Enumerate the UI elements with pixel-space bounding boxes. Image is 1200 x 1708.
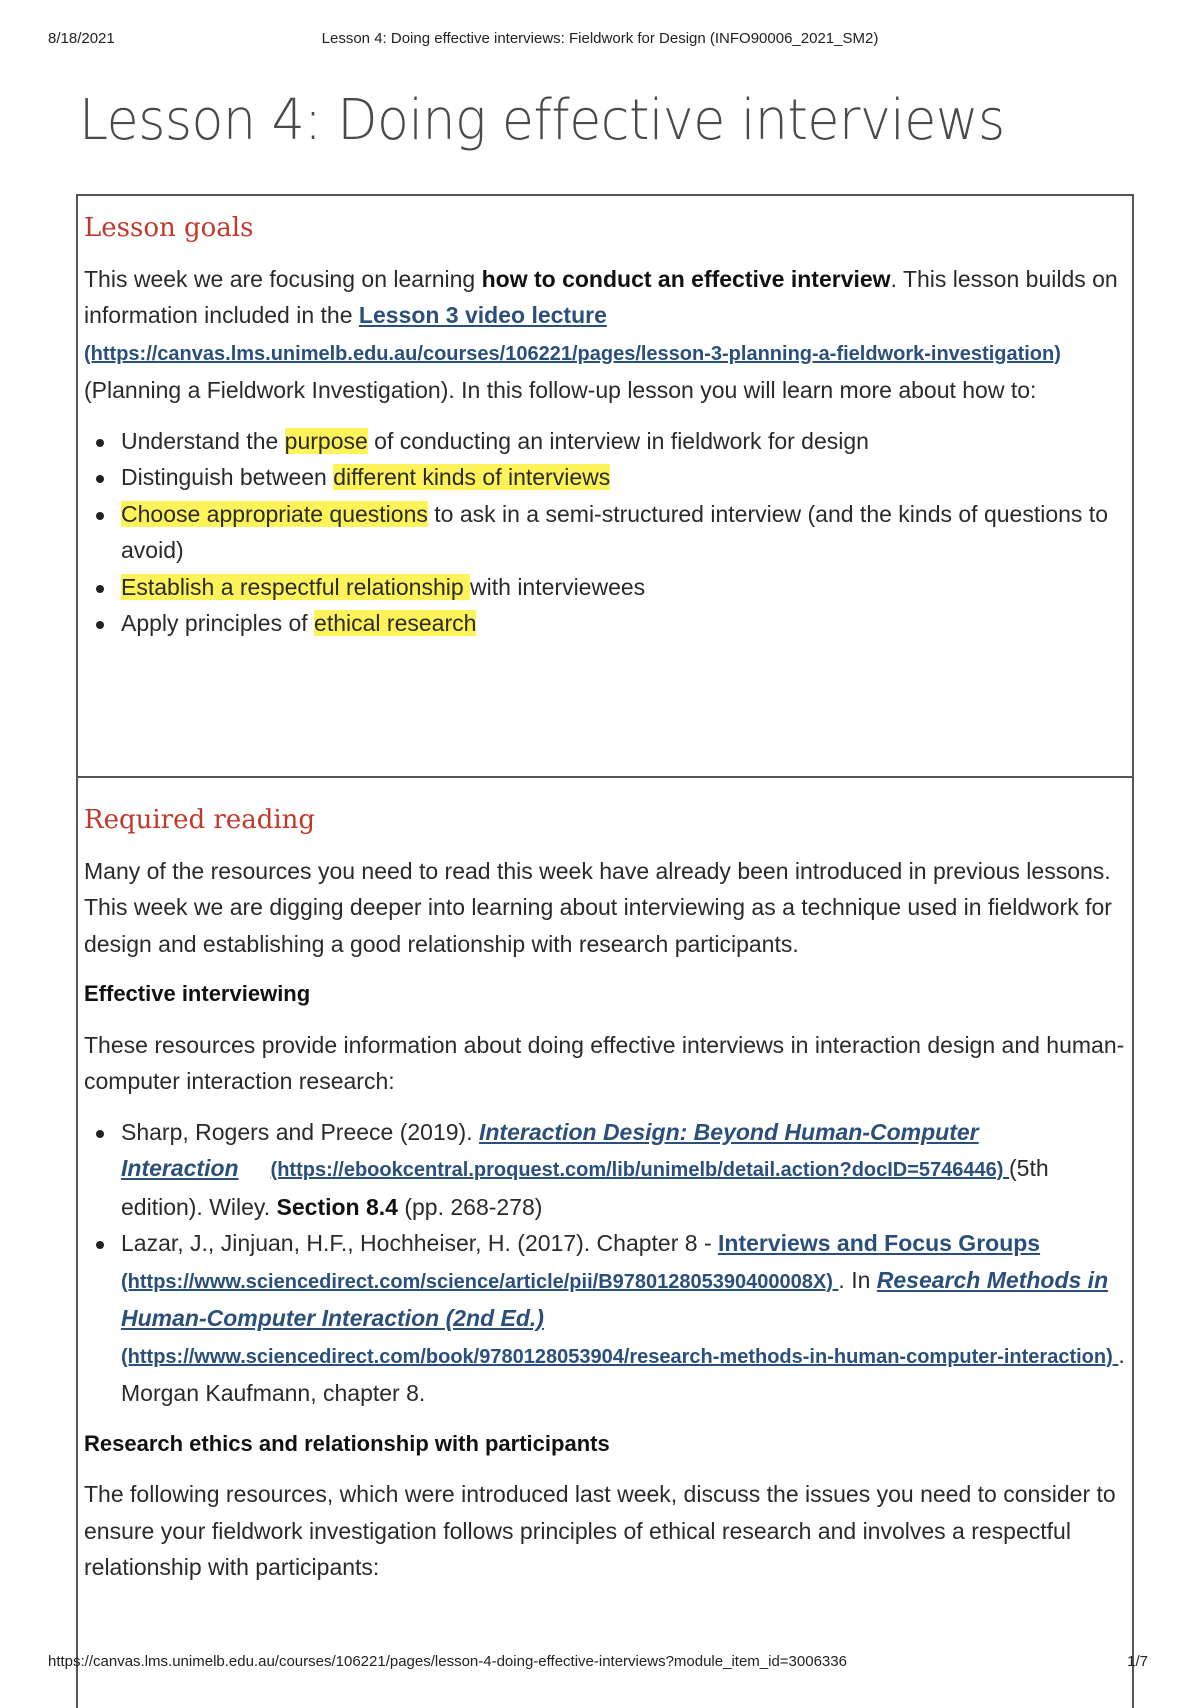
goal-item: Establish a respectful relationship with interviewees [84, 569, 1128, 606]
goal-item: Distinguish between different kinds of interviews [84, 459, 1128, 496]
effective-interviewing-text: These resources provide information about doing effective interviews in interaction design and human-computer interaction research: [84, 1031, 1125, 1094]
goals-text-a: This week we are focusing on learning [84, 265, 482, 292]
print-title: Lesson 4: Doing effective interviews: Fieldwork for Design (INFO90006_2021_SM2) [321, 30, 879, 47]
goal-item: Understand the purpose of conducting an interview in fieldwork for design [84, 423, 1128, 460]
required-reading-heading: Required reading [84, 805, 316, 835]
print-url: https://canvas.lms.unimelb.edu.au/courses/106221/pages/lesson-4-doing-effective-interviews?module_item_id=3006336 [48, 1653, 847, 1670]
goal-highlight: ethical research [314, 610, 477, 636]
research-methods-book-link[interactable]: Research Methods in Human-Computer Interaction (2nd Ed.) [121, 1266, 1109, 1331]
goals-list [84, 423, 1128, 642]
ethics-text: The following resources, which were introduced last week, discuss the issues you need to consider to ensure your fieldwork investigation follows principles of ethical research and involves a respectful relationship with participants: [84, 1481, 1116, 1580]
reference-item: Sharp, Rogers and Preece (2019). Interaction Design: Beyond Human-Computer Interaction (https://ebookcentral.proquest.com/lib/unimelb/detail.action?docID=5746446) (5th edition). Wiley. Section 8.4 (pp. 268-278) [84, 1114, 1128, 1226]
page-title: Lesson 4: Doing effective interviews [79, 88, 1005, 153]
goal-highlight: Establish a respectful relationship [121, 573, 471, 600]
lesson-goals-panel [76, 194, 1134, 778]
reference-list [84, 1114, 1128, 1412]
interaction-design-book-link[interactable]: Interaction Design: Beyond Human-Computer Interaction [121, 1118, 979, 1181]
required-reading-panel [76, 776, 1134, 1708]
goals-paragraph [84, 261, 1128, 409]
lesson-3-video-link[interactable]: Lesson 3 video lecture [358, 302, 607, 328]
reading-intro: Many of the resources you need to read this week have already been introduced in previous lessons. This week we are digging deeper into learning about interviewing as a technique used in fieldwork for design and establishing a good relationship with research participants. [84, 857, 1112, 957]
ebookcentral-url-link[interactable]: (https://ebookcentral.proquest.com/lib/unimelb/detail.action?docID=5746446) [270, 1159, 1010, 1181]
goal-highlight: purpose [284, 427, 368, 454]
goal-item: Apply principles of ethical research [84, 605, 1128, 642]
goals-bold: how to conduct an effective interview [481, 265, 891, 292]
goals-text-b: . This lesson builds on information included in the [84, 265, 1118, 328]
lesson-goals-heading: Lesson goals [84, 213, 254, 243]
goals-text-c: (Planning a Fieldwork Investigation). In this follow-up lesson you will learn more about how to: [84, 377, 1037, 403]
sciencedirect-article-url-link[interactable]: (https://www.sciencedirect.com/science/article/pii/B978012805390400008X) [121, 1270, 839, 1293]
section-bold: Section 8.4 [276, 1193, 398, 1220]
print-date: 8/18/2021 [48, 30, 115, 47]
sciencedirect-book-url-link[interactable]: (https://www.sciencedirect.com/book/9780128053904/research-methods-in-human-computer-interaction) [121, 1345, 1119, 1368]
ethics-subheading: Research ethics and relationship with participants [84, 1430, 610, 1456]
effective-interviewing-subheading: Effective interviewing [84, 981, 311, 1006]
lesson-3-url-link[interactable]: (https://canvas.lms.unimelb.edu.au/courses/106221/pages/lesson-3-planning-a-fieldwork-investigation) [84, 342, 1061, 365]
page-number: 1/7 [1127, 1653, 1148, 1670]
goal-highlight: different kinds of interviews [333, 464, 611, 490]
interviews-focus-groups-link[interactable]: Interviews and Focus Groups [718, 1230, 1041, 1256]
goal-highlight: Choose appropriate questions [121, 500, 428, 527]
goal-item: Choose appropriate questions to ask in a semi-structured interview (and the kinds of questions to avoid) [84, 496, 1128, 569]
reference-item: Lazar, J., Jinjuan, H.F., Hochheiser, H. (2017). Chapter 8 - Interviews and Focus Groups (https://www.sciencedirect.com/science/article/pii/B978012805390400008X) . In Research Methods in Human-Computer Interaction (2nd Ed.) (https://www.sciencedirect.com/book/9780128053904/research-methods-in-human-computer-interaction) . Morgan Kaufmann, chapter 8. [84, 1225, 1128, 1412]
